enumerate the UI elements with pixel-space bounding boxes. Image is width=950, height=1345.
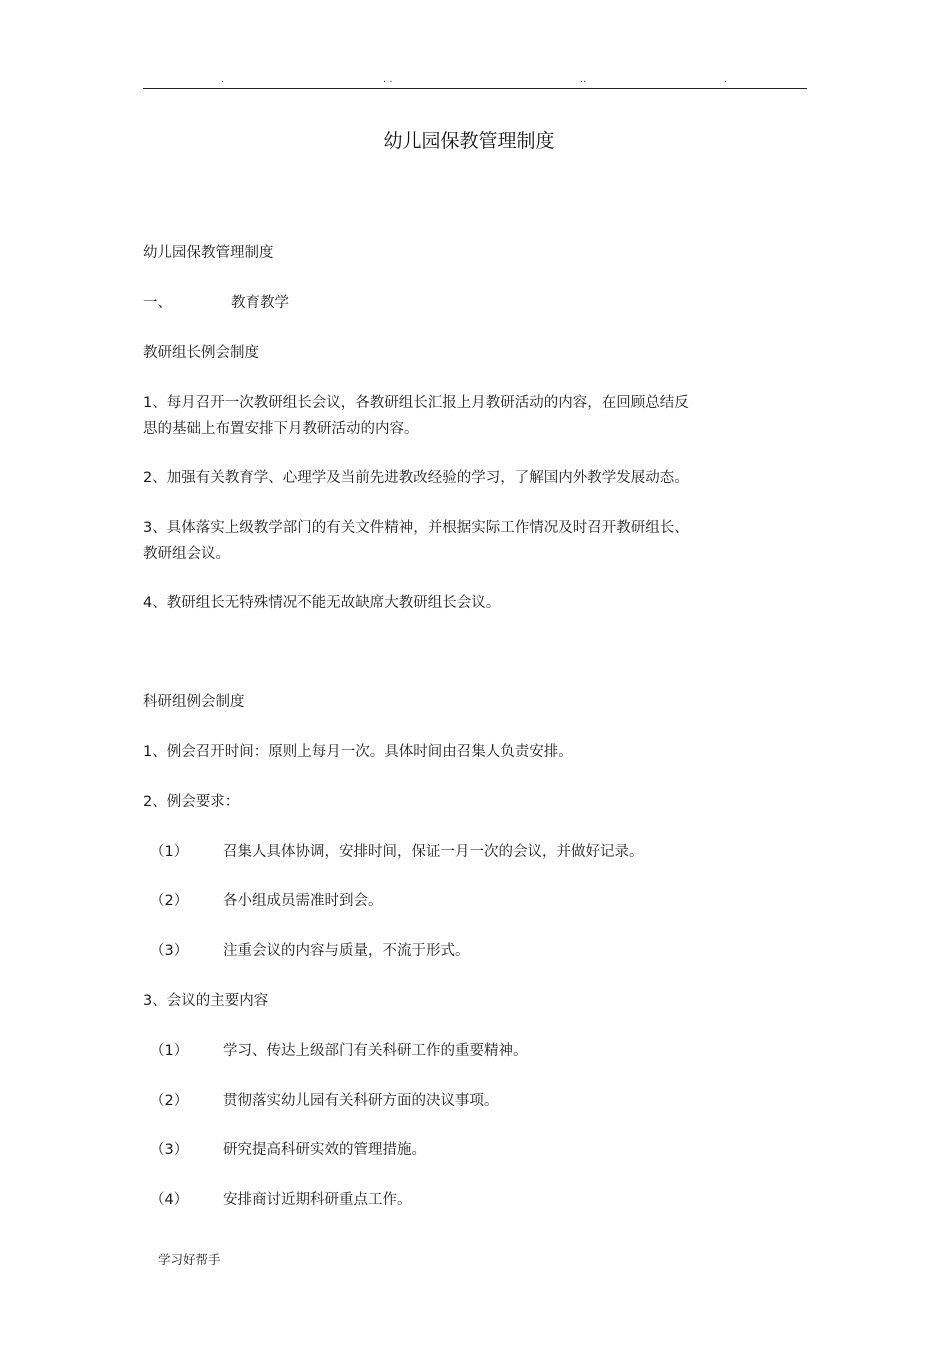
list-item-number: （1） — [150, 1043, 189, 1059]
header-mark: . . — [383, 74, 393, 85]
paragraph-line: 思的基础上布置安排下月教研活动的内容。 — [143, 421, 419, 437]
list-item-number: （2） — [150, 893, 189, 909]
paragraph-line: 2、加强有关教育学、心理学及当前先进教改经验的学习，了解国内外教学发展动态。 — [143, 470, 689, 486]
paragraph-line: 1、每月召开一次教研组长会议，各教研组长汇报上月教研活动的内容，在回顾总结反 — [143, 395, 689, 411]
paragraph-line: 3、会议的主要内容 — [143, 993, 269, 1009]
section-heading: 教育教学 — [231, 295, 289, 311]
section-number: 一、 — [143, 295, 172, 311]
list-item-text: 召集人具体协调，安排时间，保证一月一次的会议，并做好记录。 — [223, 844, 644, 860]
header-mark: . — [221, 74, 225, 85]
list-item-text: 学习、传达上级部门有关科研工作的重要精神。 — [223, 1043, 528, 1059]
meeting-heading: 教研组长例会制度 — [143, 345, 259, 361]
list-item-number: （4） — [150, 1192, 189, 1208]
header-divider — [143, 88, 807, 89]
list-item-text: 贯彻落实幼儿园有关科研方面的决议事项。 — [223, 1093, 499, 1109]
list-item-number: （3） — [150, 943, 189, 959]
paragraph-line: 4、教研组长无特殊情况不能无故缺席大教研组长会议。 — [143, 595, 501, 611]
list-item-text: 注重会议的内容与质量，不流于形式。 — [223, 943, 470, 959]
header-mark: .. — [580, 74, 587, 85]
paragraph-line: 1、例会召开时间：原则上每月一次。具体时间由召集人负责安排。 — [143, 744, 573, 760]
page-header-marks — [143, 74, 807, 86]
list-item-number: （2） — [150, 1093, 189, 1109]
list-item-text: 安排商讨近期科研重点工作。 — [223, 1192, 412, 1208]
paragraph-line: 3、具体落实上级教学部门的有关文件精神，并根据实际工作情况及时召开教研组长、 — [143, 520, 689, 536]
document-title: 幼儿园保教管理制度 — [383, 130, 555, 152]
list-item-text: 各小组成员需准时到会。 — [223, 893, 383, 909]
list-item-number: （1） — [150, 844, 189, 860]
subtitle: 幼儿园保教管理制度 — [143, 245, 274, 261]
paragraph-line: 2、例会要求： — [143, 794, 240, 810]
header-mark: . — [724, 74, 728, 85]
paragraph-line: 教研组会议。 — [143, 546, 230, 562]
page-footer: 学习好帮手 — [158, 1252, 221, 1267]
meeting-heading: 科研组例会制度 — [143, 694, 245, 710]
list-item-text: 研究提高科研实效的管理措施。 — [223, 1142, 426, 1158]
list-item-number: （3） — [150, 1142, 189, 1158]
